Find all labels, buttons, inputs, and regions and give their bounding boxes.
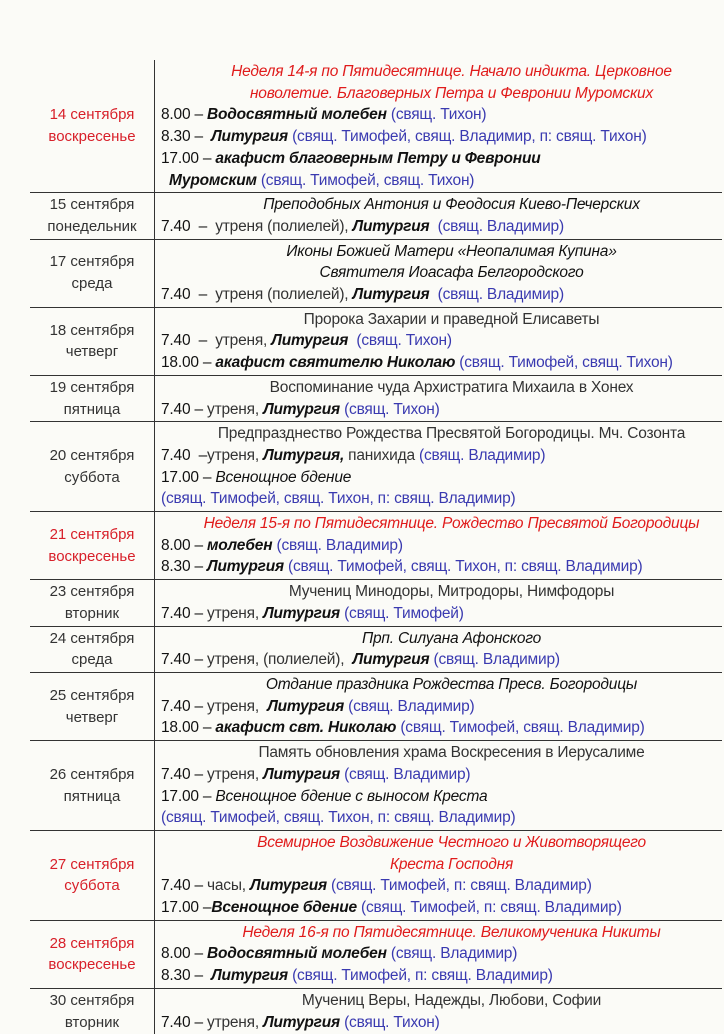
service-name: утреня, [215,332,272,350]
date-cell [0,831,155,920]
weekday-label: пятница [63,400,121,418]
service-name: Литургия [211,967,293,985]
date-label: 27 сентября [49,855,135,873]
clergy-text: (свящ. Владимир) [276,536,403,554]
services-cell [155,308,722,375]
clergy-text: (свящ. Тимофей, п: свящ. Владимир) [361,899,622,917]
schedule-row [30,240,722,308]
service-time: 7.40 – [161,400,208,418]
service-line [161,467,722,489]
service-name: Всенощное бдение [215,468,352,486]
clergy-text: (свящ. Тимофей, свящ. Тихон) [260,171,475,189]
service-line [161,603,722,625]
service-time: 8.30 – [161,128,212,146]
weekday-label: вторник [64,604,120,622]
clergy-text: (свящ. Тимофей, п: свящ. Владимир) [331,877,592,895]
date-cell [0,308,155,375]
schedule-row [30,512,722,580]
date-cell [0,989,155,1034]
weekday-label: четверг [65,343,119,361]
service-time: 7.40 – [161,286,216,304]
date-cell [0,673,155,740]
clergy-text: (свящ. Владимир) [390,945,518,963]
schedule-row [30,60,722,193]
service-time: 7.40 – [161,697,208,715]
schedule-row [30,580,722,626]
service-name: Литургия [263,604,345,622]
clergy-text: (свящ. Тимофей, свящ. Владимир, п: свящ. Тихон) [292,128,647,146]
date-cell [0,512,155,579]
date-cell [0,422,155,511]
date-cell [0,376,155,421]
date-label: 25 сентября [49,686,135,704]
service-time: 17.00 – [161,787,216,805]
services-cell [155,60,722,192]
service-line [161,764,722,786]
schedule-row [30,921,722,989]
services-cell [155,422,722,511]
service-time: 7.40 – [161,217,216,235]
services-cell [155,989,722,1034]
date-label: 19 сентября [49,378,135,396]
feast-title: Креста Господня [389,855,514,873]
service-line [161,875,722,897]
service-line [161,649,722,671]
service-line [161,556,722,578]
service-line [161,696,722,718]
service-name: Литургия [267,697,349,715]
service-line [161,897,722,919]
weekday-label: среда [71,275,113,293]
service-line [161,535,722,557]
service-time: 7.40 – [161,877,208,895]
service-line [161,965,722,987]
services-cell [155,831,722,920]
services-cell [155,512,722,579]
feast-title: Преподобных Антония и Феодосия Киево-Печерских [263,196,640,214]
service-time: 7.40 – [161,604,208,622]
service-name: Литургия [352,651,434,669]
service-time: 8.00 – [161,106,208,124]
feast-title: Неделя 14-я по Пятидесятнице. Начало индикта. Церковное [231,63,672,80]
service-line [161,445,722,467]
service-name: утреня, [207,604,264,622]
service-time: 8.00 – [161,945,208,963]
clergy-text: (свящ. Тихон) [352,332,452,350]
service-name: Литургия [352,217,434,235]
service-name: Литургия [263,400,345,418]
date-label: 28 сентября [49,934,135,952]
service-time: 18.00 – [161,354,216,372]
services-cell [155,673,722,740]
service-name: акафист благоверным Петру и Февронии [215,149,541,167]
date-label: 17 сентября [49,253,135,271]
feast-title: Мучениц Минодоры, Митродоры, Нимфодоры [288,583,615,601]
schedule-row [30,308,722,376]
feast-title: новолетие. Благоверных Петра и Февронии Муромских [249,84,654,102]
schedule-row [30,989,722,1034]
clergy-text: (свящ. Владимир) [348,697,475,715]
service-name: панихида [348,446,419,464]
feast-title: Прп. Силуана Афонского [361,629,542,647]
service-name: часы, [207,877,251,895]
service-time: 18.00 – [161,719,216,737]
services-cell [155,376,722,421]
service-time: 17.00 – [161,468,216,486]
clergy-text: (свящ. Тихон) [344,400,440,418]
service-name: Литургия [352,286,434,304]
service-name: акафист святителю Николаю [215,354,460,372]
clergy-text: (свящ. Тихон) [390,106,487,124]
date-label: 24 сентября [49,629,135,647]
date-cell [0,193,155,238]
date-label: 26 сентября [49,765,135,783]
date-label: 20 сентября [49,446,135,464]
service-time: 8.00 – [161,536,208,554]
service-name: молебен [207,536,277,554]
feast-title: Воспоминание чуда Архистратига Михаила в Хонех [269,378,634,396]
weekday-label: среда [71,651,113,669]
service-time: 8.30 – [161,558,208,576]
service-line [161,943,722,965]
date-cell [0,741,155,830]
feast-title: Всемирное Воздвижение Честного и Животворящего [257,833,646,851]
service-time: 7.40 – [161,651,208,669]
clergy-text: (свящ. Тимофей) [344,604,464,622]
weekday-label: воскресенье [48,956,136,974]
service-name: утреня, [207,1013,264,1031]
service-name: Водосвятный молебен [207,106,391,124]
clergy-text: (свящ. Тимофей, свящ. Тихон, п: свящ. Владимир) [288,558,643,576]
service-line [161,148,722,170]
service-name: утреня, [207,446,264,464]
service-time: 17.00 – [161,899,212,917]
schedule-table [30,60,722,1034]
services-cell [155,580,722,625]
service-name: Литургия [263,765,345,783]
service-line [161,786,722,808]
service-name: Литургия [271,332,353,350]
service-line [161,330,722,352]
weekday-label: вторник [64,1013,120,1031]
service-name: акафист свт. Николаю [215,719,401,737]
services-cell [155,240,722,307]
service-time: 7.40 – [161,765,208,783]
clergy-text: (свящ. Тимофей, свящ. Владимир) [400,719,645,737]
service-name: утреня, [207,400,264,418]
service-name: утреня (полиелей), [215,286,353,304]
date-label: 23 сентября [49,583,135,601]
service-name: Всенощное бдение с выносом Креста [215,787,488,805]
service-line [161,807,722,829]
services-cell [155,921,722,988]
weekday-label: воскресенье [48,547,136,565]
clergy-text: (свящ. Тимофей, п: свящ. Владимир) [292,967,553,985]
service-line [161,399,722,421]
feast-title: Предпразднество Рождества Пресвятой Богородицы. Мч. Созонта [217,425,686,443]
feast-title: Память обновления храма Воскресения в Иерусалиме [258,744,645,762]
service-name: Литургия, [263,446,349,464]
clergy-text: (свящ. Владимир) [433,651,560,669]
date-cell [0,580,155,625]
services-cell [155,193,722,238]
service-time: 8.30 – [161,967,212,985]
clergy-text: (свящ. Тимофей, свящ. Тихон, п: свящ. Владимир) [161,490,516,508]
schedule-row [30,741,722,831]
service-name: Всенощное бдение [211,899,361,917]
service-line [161,717,722,739]
service-time: 7.40 – [161,332,216,350]
schedule-row [30,831,722,921]
service-line [161,170,722,192]
date-label: 15 сентября [49,196,135,214]
service-time: 7.40 – [161,446,208,464]
date-label: 18 сентября [49,321,135,339]
service-name: утреня, (полиелей), [207,651,353,669]
date-label: 14 сентября [49,106,135,124]
weekday-label: понедельник [47,217,137,235]
service-name: Муромским [169,171,261,189]
schedule-row [30,193,722,239]
service-name: Литургия [250,877,331,895]
service-line [161,216,722,238]
service-name: утреня, [207,697,268,715]
date-label: 21 сентября [49,525,135,543]
service-name: утреня, [207,765,264,783]
service-time: 17.00 – [161,149,216,167]
clergy-text: (свящ. Владимир) [344,765,471,783]
service-name: Литургия [207,558,288,576]
feast-title: Неделя 16-я по Пятидесятнице. Великомученика Никиты [242,923,661,941]
weekday-label: воскресенье [48,128,136,146]
date-cell [0,240,155,307]
service-line [161,104,722,126]
schedule-row [30,422,722,512]
clergy-text: (свящ. Тимофей, свящ. Тихон) [459,354,673,372]
service-line [161,488,722,510]
weekday-label: пятница [63,787,121,805]
service-line [161,126,722,148]
services-cell [155,741,722,830]
schedule-row [30,376,722,422]
weekday-label: четверг [65,708,119,726]
clergy-text: (свящ. Тихон) [344,1013,440,1031]
service-line [161,284,722,306]
service-name: Водосвятный молебен [207,945,391,963]
clergy-text: (свящ. Владимир) [433,286,564,304]
feast-title: Иконы Божией Матери «Неопалимая Купина» [286,242,617,260]
feast-title: Отдание праздника Рождества Пресв. Богородицы [265,675,638,693]
service-time: 7.40 – [161,1013,208,1031]
service-name: Литургия [211,128,293,146]
date-label: 30 сентября [49,991,135,1009]
service-line [161,352,722,374]
weekday-label: суббота [64,468,120,486]
service-name: утреня (полиелей), [215,217,353,235]
feast-title: Мучениц Веры, Надежды, Любови, Софии [301,991,602,1009]
service-line [161,1012,722,1034]
clergy-text: (свящ. Владимир) [418,446,546,464]
feast-title: Святителя Иоасафа Белгородского [319,264,584,282]
weekday-label: суббота [64,877,120,895]
clergy-text: (свящ. Владимир) [433,217,564,235]
date-cell [0,627,155,672]
schedule-row [30,673,722,741]
feast-title: Пророка Захарии и праведной Елисаветы [303,310,600,328]
services-cell [155,627,722,672]
schedule-row [30,627,722,673]
feast-title: Неделя 15-я по Пятидесятнице. Рождество Пресвятой Богородицы [203,515,700,533]
service-name: Литургия [263,1013,345,1031]
clergy-text: (свящ. Тимофей, свящ. Тихон, п: свящ. Владимир) [161,809,516,827]
date-cell [0,921,155,988]
date-cell [0,60,155,192]
